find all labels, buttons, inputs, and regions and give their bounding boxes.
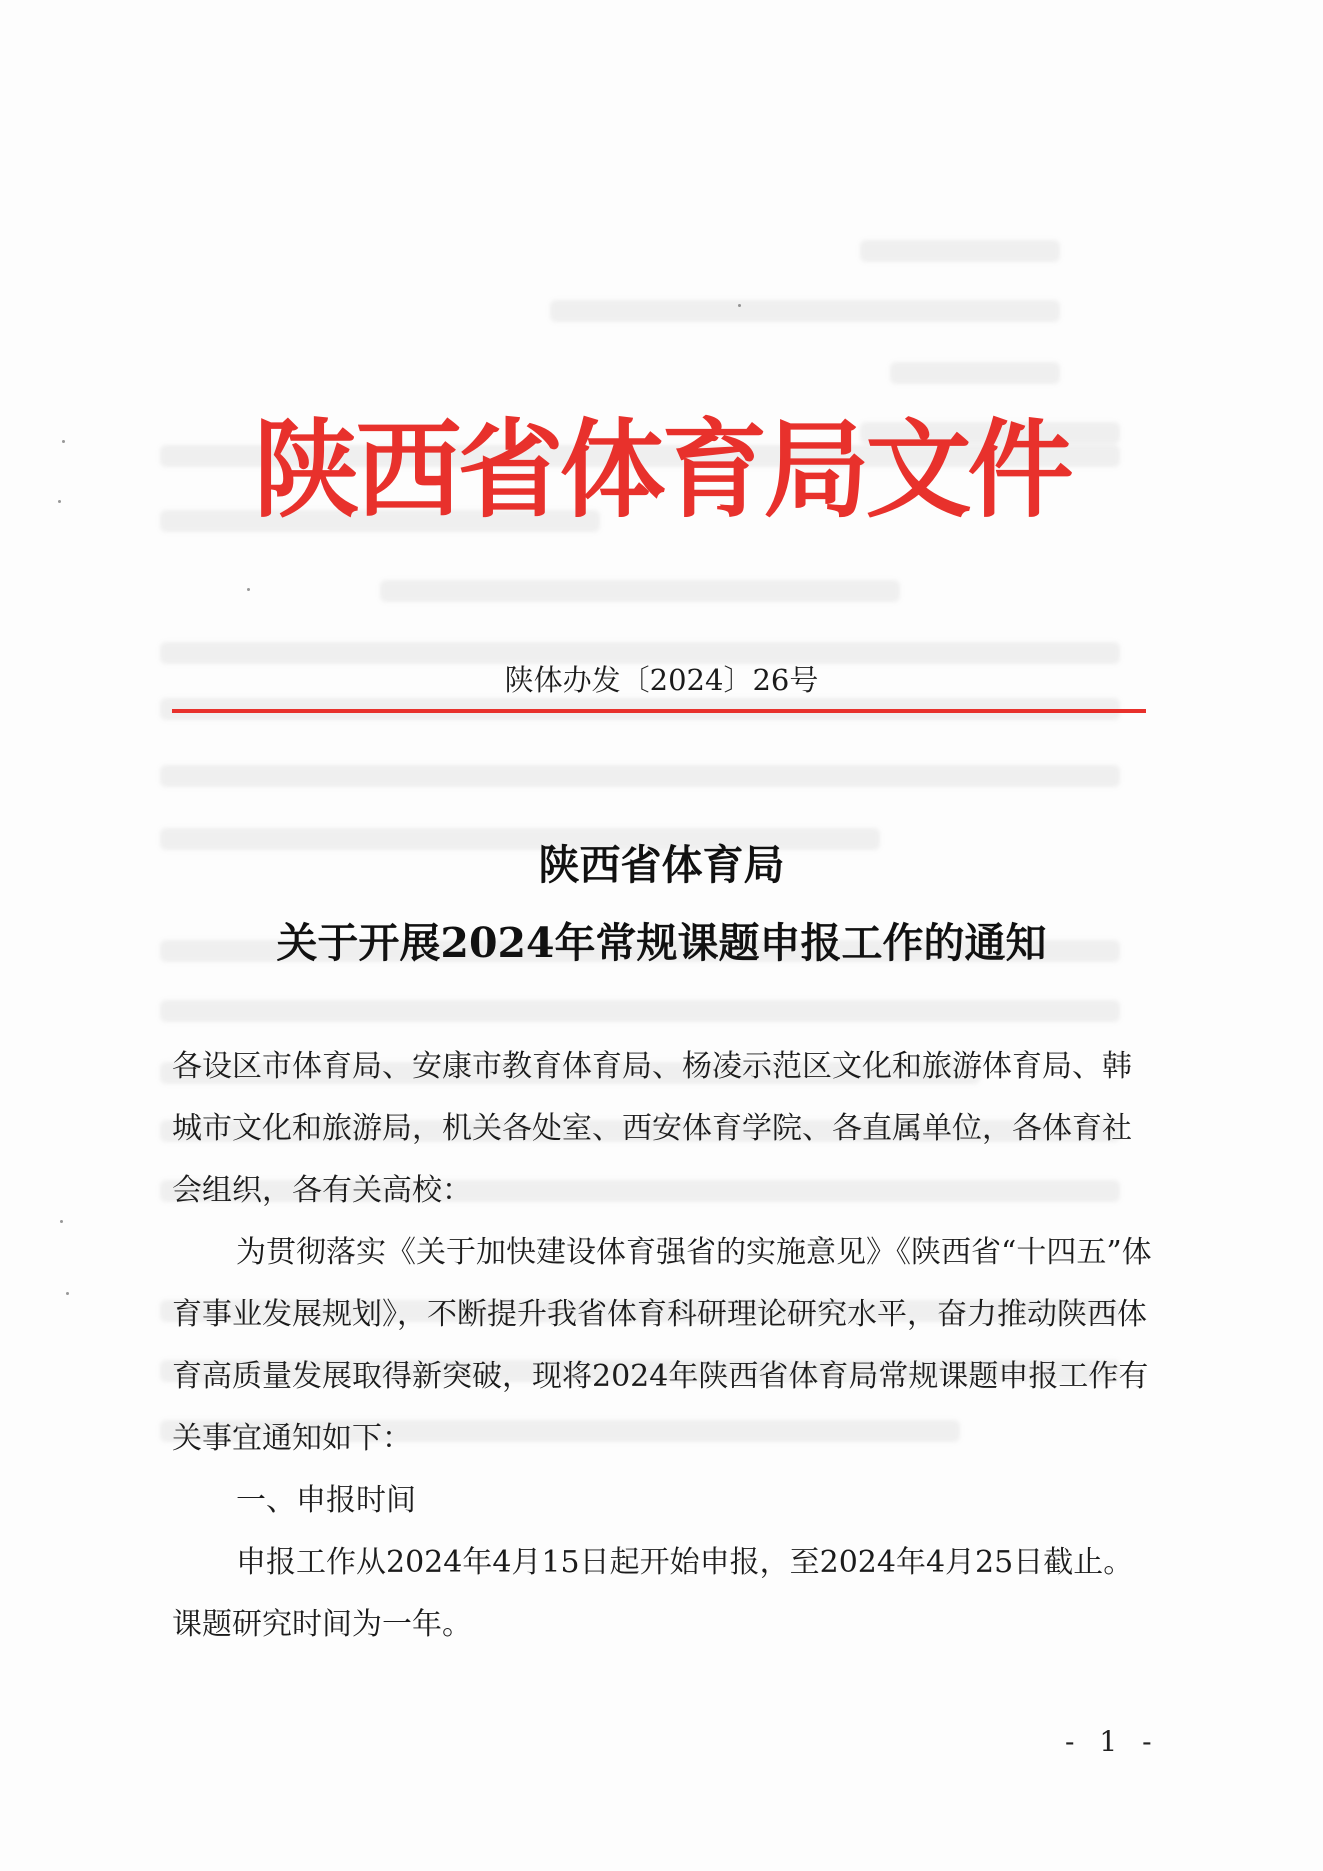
section-1-heading: 一、申报时间 — [236, 1483, 416, 1518]
section-1-paragraph: 申报工作从2024年4月15日起开始申报，至2024年4月25日截止。课题研究时间为一年。 — [172, 1545, 1134, 1642]
page-number: - 1 - — [1065, 1725, 1160, 1758]
scan-speck — [60, 1220, 63, 1223]
issuer-header-title: 陕西省体育局文件 — [253, 409, 1070, 532]
notice-body — [172, 1036, 1152, 1656]
scan-speck — [247, 588, 250, 591]
intro-paragraph: 为贯彻落实《关于加快建设体育强省的实施意见》《陕西省“十四五”体育事业发展规划》，不断提升我省体育科研理论研究水平，奋力推动陕西体育高质量发展取得新突破，现将2024年陕西省体育局常规课题申报工作有关事宜通知如下： — [172, 1235, 1152, 1456]
document-number: 陕体办发〔2024〕26号 — [504, 663, 819, 697]
red-divider-line — [172, 709, 1146, 713]
scan-speck — [66, 1292, 69, 1295]
notice-title-line-2: 关于开展2024年常规课题申报工作的通知 — [276, 919, 1047, 967]
recipients-paragraph: 各设区市体育局、安康市教育体育局、杨凌示范区文化和旅游体育局、韩城市文化和旅游局，机关各处室、西安体育学院、各直属单位，各体育社会组织，各有关高校： — [172, 1049, 1132, 1208]
scan-speck — [738, 304, 741, 307]
notice-title-line-1: 陕西省体育局 — [538, 841, 785, 889]
